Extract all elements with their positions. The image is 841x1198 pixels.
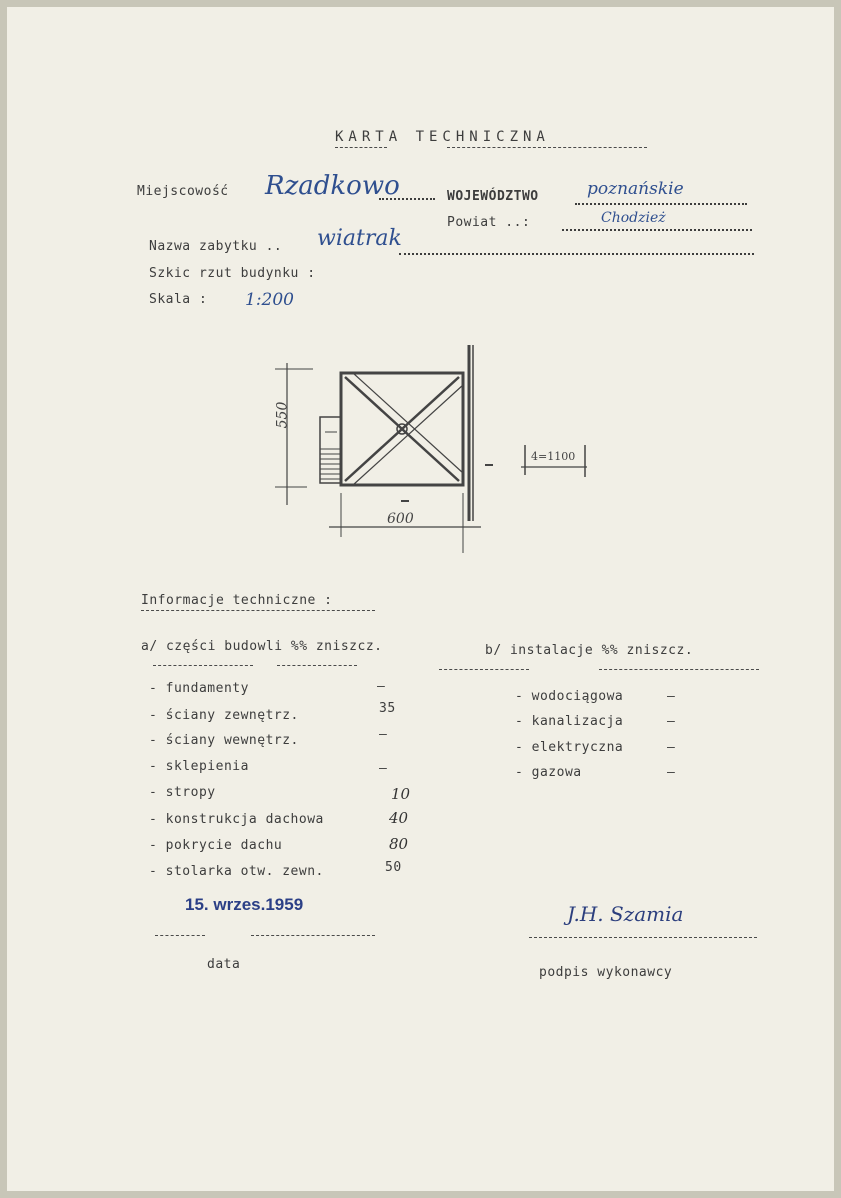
stairs xyxy=(320,417,341,483)
col-a-underline xyxy=(153,665,253,666)
list-item: - ściany wewnętrz. xyxy=(149,733,299,748)
skala-label: Skala : xyxy=(149,292,208,307)
info-heading: Informacje techniczne : xyxy=(141,593,333,608)
wojewodztwo-value: poznańskie xyxy=(587,179,684,199)
miejscowosc-label: Miejscowość xyxy=(137,184,229,199)
col-a-underline-2 xyxy=(277,665,357,666)
signature-label: podpis wykonawcy xyxy=(539,965,673,980)
floor-plan-sketch xyxy=(7,7,841,607)
list-item-value: — xyxy=(667,714,676,729)
nazwa-label: Nazwa zabytku .. xyxy=(149,239,283,254)
date-label: data xyxy=(207,957,241,972)
list-item: - stolarka otw. zewn. xyxy=(149,864,324,879)
date-underline xyxy=(155,935,205,936)
col-b-underline-2 xyxy=(599,669,759,670)
list-item: - elektryczna xyxy=(515,740,624,755)
list-item-value: — xyxy=(667,765,676,780)
powiat-label: Powiat ..: xyxy=(447,215,531,230)
skala-value: 1:200 xyxy=(245,290,294,310)
list-item-value: 35 xyxy=(379,701,396,716)
list-item-value: — xyxy=(667,740,676,755)
heading-underline xyxy=(141,610,375,611)
col-a-header: a/ części budowli %% zniszcz. xyxy=(141,639,383,654)
col-b-underline xyxy=(439,669,529,670)
dimension-height: 550 xyxy=(274,401,291,429)
page-title: KARTA TECHNICZNA xyxy=(335,129,550,145)
col-b-header: b/ instalacje %% zniszcz. xyxy=(485,643,694,658)
szkic-label: Szkic rzut budynku : xyxy=(149,266,316,281)
list-item-value: 10 xyxy=(391,785,411,803)
nazwa-value: wiatrak xyxy=(317,226,402,251)
list-item-value: — xyxy=(377,679,386,694)
list-item: - sklepienia xyxy=(149,759,249,774)
list-item-value: 80 xyxy=(389,835,409,853)
list-item: - fundamenty xyxy=(149,681,249,696)
list-item: - gazowa xyxy=(515,765,582,780)
scale-note: 4=1100 xyxy=(531,450,576,463)
list-item: - ściany zewnętrz. xyxy=(149,708,299,723)
wojewodztwo-label: WOJEWÓDZTWO xyxy=(447,189,539,204)
signature: J.H. Szamia xyxy=(567,902,684,926)
list-item: - konstrukcja dachowa xyxy=(149,812,324,827)
list-item-value: 40 xyxy=(389,809,409,827)
powiat-value: Chodzież xyxy=(601,210,666,226)
list-item-value: 50 xyxy=(385,860,402,875)
dimension-width: 600 xyxy=(387,511,414,527)
list-item-value: — xyxy=(379,727,388,742)
list-item: - stropy xyxy=(149,785,216,800)
list-item: - pokrycie dachu xyxy=(149,838,283,853)
list-item-value: — xyxy=(379,761,388,776)
date-stamp: 15. wrzes.1959 xyxy=(185,895,304,914)
date-underline-2 xyxy=(251,935,375,936)
list-item-value: — xyxy=(667,689,676,704)
signature-underline xyxy=(529,937,757,938)
list-item: - kanalizacja xyxy=(515,714,624,729)
miejscowosc-value: Rzadkowo xyxy=(265,171,400,201)
list-item: - wodociągowa xyxy=(515,689,624,704)
